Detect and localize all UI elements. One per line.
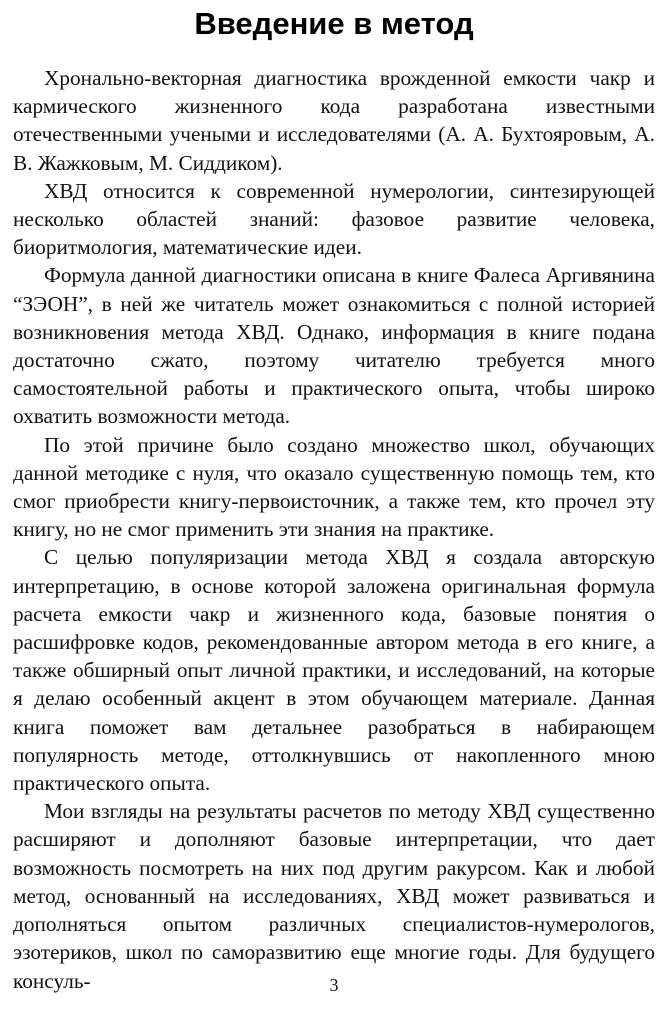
paragraph-5: С целью популяризации метода ХВД я создала авторскую интерпретацию, в основе которой заложена оригинальная формула расчета емкости чакр и жизненного кода, базовые понятия о расшифровке кодов, рекомендованные автором метода в его книге, а также обширный опыт личной практики, и исследований, на которые я делаю особенный акцент в этом обучающем материале. Данная книга поможет вам детальнее разобраться в набирающем популярность методе, оттолкнувшись от накопленного мною практического опыта. — [13, 545, 655, 796]
page-number: 3 — [329, 975, 339, 995]
paragraph-2: ХВД относится к современной нумерологии, синтезирующей несколько областей знаний: фазовое развитие человека, биоритмология, математические идеи. — [13, 178, 655, 260]
chapter-title: Введение в метод — [194, 6, 474, 41]
paragraph-4: По этой причине было создано множество школ, обучающих данной методике с нуля, что оказало существенную помощь тем, кто смог приобрести книгу-первоисточник, а также тем, кто прочел эту книгу, но не смог применить эти знания на практике. — [13, 432, 655, 542]
paragraph-6: Мои взгляды на результаты расчетов по методу ХВД существенно расширяют и дополняют базовые интерпретации, что дает возможность посмотреть на них под другим ракурсом. Как и любой метод, основанный на исследованиях, ХВД может развиваться и дополняться опытом различных специалистов-нумерологов, эзотериков, школ по саморазвитию еще многие годы. Для будущего консуль- — [13, 799, 655, 993]
paragraph-3: Формула данной диагностики описана в книге Фалеса Аргивянина “ЗЭОН”, в ней же читатель может ознакомиться с полной историей возникновения метода ХВД. Однако, информация в книге подана достаточно сжато, поэтому читателю требуется много самостоятельной работы и практического опыта, чтобы широко охватить возможности метода. — [13, 263, 655, 429]
paragraph-1: Хронально-векторная диагностика врожденной емкости чакр и кармического жизненного кода разработана известными отечественными учеными и исследователями (А. А. Бухтояровым, А. В. Жажковым, М. Сиддиком). — [13, 66, 655, 175]
chapter-body — [13, 64, 655, 995]
